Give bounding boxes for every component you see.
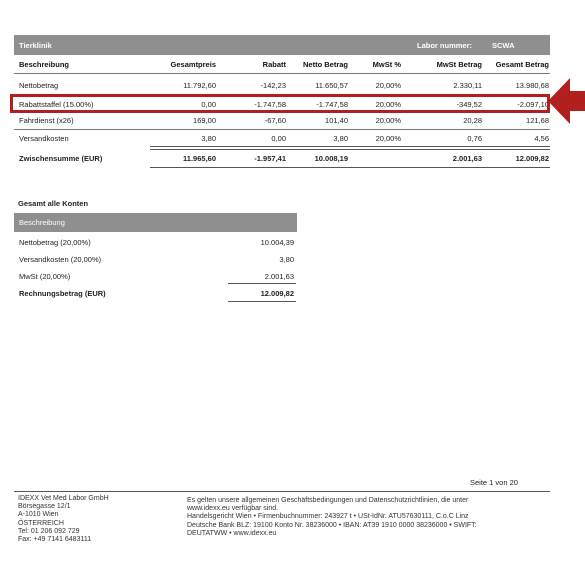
subtotal-mwst-amount: 2.001,63 bbox=[452, 154, 482, 163]
summary-header-band bbox=[14, 213, 297, 232]
subtotal-underline bbox=[150, 167, 550, 168]
lab-number-value: SCWA bbox=[492, 41, 515, 50]
table-row bbox=[14, 112, 550, 128]
legal-notice: Es gelten unsere allgemeinen Geschäftsbedingungen und Datenschutzrichtlinien, die unter www.idexx.eu verfügbar sind. Handelsgericht Wien • Firmenbuchnummer: 243927 t • USt-IdNr. ATU57630111, C.o.C Linz Deutsche Bank BLZ: 19100 Konto Nr. 38236000 • IBAN: AT39 1910 0000 38236000 • SWIFT: DEUTATWW • www.idexx.eu bbox=[187, 497, 477, 537]
row-desc: Nettobetrag bbox=[19, 81, 59, 90]
subtotal-netto: 10.008,19 bbox=[314, 154, 348, 163]
col-mwst-betrag: MwSt Betrag bbox=[436, 60, 482, 69]
row-total: 4,56 bbox=[534, 134, 549, 143]
subtotal-rule bbox=[150, 146, 550, 147]
row-total: 13.980,68 bbox=[515, 81, 549, 90]
row-rabatt: -67,60 bbox=[264, 116, 286, 125]
col-gesamt-betrag: Gesamt Betrag bbox=[495, 60, 549, 69]
subtotal-price: 11.965,60 bbox=[183, 154, 216, 163]
summary-rule bbox=[228, 283, 296, 284]
summary-underline bbox=[228, 301, 296, 302]
row-total: 121,68 bbox=[526, 116, 549, 125]
subtotal-row bbox=[14, 150, 550, 166]
col-netto-betrag: Netto Betrag bbox=[302, 60, 348, 69]
summary-value: 2.001,63 bbox=[264, 272, 294, 281]
row-total: -2.097,10 bbox=[517, 100, 549, 109]
summary-label: Nettobetrag (20,00%) bbox=[19, 238, 91, 247]
subtotal-total: 12.009,82 bbox=[515, 154, 549, 163]
footer-divider bbox=[14, 491, 550, 492]
summary-label: MwSt (20,00%) bbox=[19, 272, 71, 281]
row-desc: Rabattstaffel (15.00%) bbox=[19, 100, 94, 109]
row-rabatt: -1.747,58 bbox=[254, 100, 286, 109]
col-mwst-pct: MwSt % bbox=[372, 60, 401, 69]
row-mwst: 20,00% bbox=[375, 100, 401, 109]
table-row bbox=[14, 130, 550, 146]
subtotal-label: Zwischensumme (EUR) bbox=[19, 154, 103, 163]
row-mwst-amount: -349,52 bbox=[456, 100, 482, 109]
row-price: 0,00 bbox=[201, 100, 216, 109]
table-header-row bbox=[14, 57, 550, 71]
summary-total-row bbox=[14, 285, 297, 301]
highlight-box bbox=[10, 94, 550, 113]
row-mwst-amount: 20,28 bbox=[463, 116, 482, 125]
summary-row bbox=[14, 251, 297, 267]
arrow-left-icon bbox=[548, 76, 585, 126]
col-rabatt: Rabatt bbox=[262, 60, 286, 69]
summary-total-value: 12.009,82 bbox=[260, 289, 294, 298]
table-row bbox=[14, 77, 550, 93]
row-netto: 3,80 bbox=[333, 134, 348, 143]
summary-header-label: Beschreibung bbox=[19, 218, 65, 227]
col-gesamtpreis: Gesamtpreis bbox=[170, 60, 216, 69]
summary-title: Gesamt alle Konten bbox=[18, 199, 89, 208]
subtotal-rabatt: -1.957,41 bbox=[254, 154, 286, 163]
row-rabatt: 0,00 bbox=[271, 134, 286, 143]
row-price: 169,00 bbox=[193, 116, 216, 125]
summary-row bbox=[14, 234, 297, 250]
summary-value: 10.004,39 bbox=[260, 238, 294, 247]
row-netto: 101,40 bbox=[325, 116, 348, 125]
company-name: Tierklinik bbox=[19, 41, 52, 50]
summary-label: Versandkosten (20,00%) bbox=[19, 255, 102, 264]
row-mwst-amount: 0,76 bbox=[467, 134, 482, 143]
summary-value: 3,80 bbox=[279, 255, 294, 264]
row-desc: Versandkosten bbox=[19, 134, 69, 143]
col-beschreibung: Beschreibung bbox=[19, 60, 70, 69]
row-rabatt: -142,23 bbox=[260, 81, 286, 90]
row-mwst: 20,00% bbox=[375, 134, 401, 143]
row-price: 3,80 bbox=[201, 134, 216, 143]
row-mwst: 20,00% bbox=[375, 81, 401, 90]
row-mwst: 20,00% bbox=[375, 116, 401, 125]
summary-row bbox=[14, 268, 297, 284]
header-divider bbox=[14, 73, 550, 74]
company-address: IDEXX Vet Med Labor GmbH Börsegasse 12/1 A-1010 Wien ÖSTERREICH Tel: 01 206 092 729 Fax: +49 7141 6483111 bbox=[18, 495, 109, 544]
table-title-band bbox=[14, 35, 550, 55]
row-price: 11.792,60 bbox=[183, 81, 216, 90]
row-netto: -1.747,58 bbox=[316, 100, 348, 109]
lab-number-label: Labor nummer: bbox=[417, 41, 473, 50]
row-desc: Fahrdienst (x26) bbox=[19, 116, 74, 125]
summary-total-label: Rechnungsbetrag (EUR) bbox=[19, 289, 106, 298]
page-number: Seite 1 von 20 bbox=[470, 478, 518, 487]
row-mwst-amount: 2.330,11 bbox=[453, 81, 482, 90]
row-netto: 11.650,57 bbox=[315, 81, 348, 90]
